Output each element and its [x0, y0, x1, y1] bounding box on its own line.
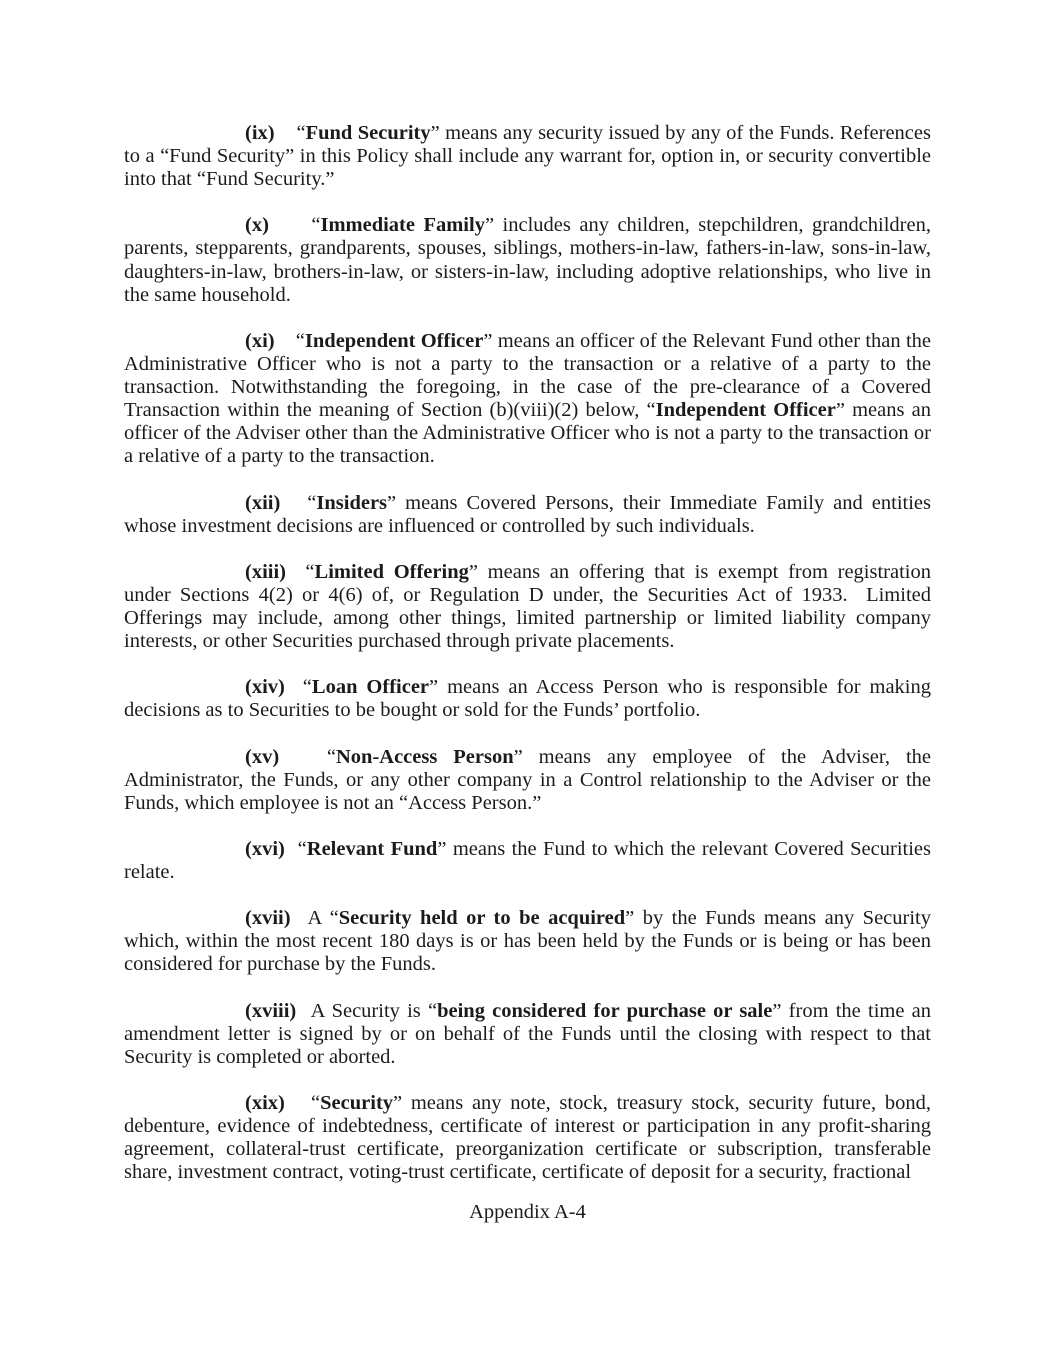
- definition-paragraph-x: [124, 214, 931, 306]
- definition-text: “: [274, 329, 305, 352]
- definition-text: “: [284, 1091, 321, 1114]
- definition-text: ” includes any children, stepchildren, grandchildren, parents, stepparents, grandparents, spouses, siblings, mothers-in-law, fathers-in-law, sons-in-law, daughters-in-law, brothers-in-law, or sisters-in-law, including adoptive relationships, who live in the same household.: [124, 214, 931, 306]
- definition-text: “: [286, 560, 315, 583]
- definition-text: “: [268, 214, 321, 237]
- definition-text: ” means any security issued by any of the Funds. References to a “Fund Security” in this Policy shall include any warrant for, option in, or security convertible into that “Fund Security.”: [124, 122, 931, 191]
- definition-text: “: [284, 676, 312, 699]
- clause-number-xii: (xii): [245, 491, 281, 514]
- definition-text: ” by the Funds means any Security which, within the most recent 180 days is or has been held by the Funds or is being or has been considered for purchase by the Funds.: [124, 907, 931, 976]
- definition-text: ” means an Access Person who is responsible for making decisions as to Securities to be bought or sold for the Funds’ portfolio.: [124, 676, 931, 722]
- definition-term-independent-officer-2: Independent Officer: [655, 399, 836, 422]
- definition-text: “: [279, 745, 336, 768]
- clause-number-x: (x): [245, 214, 269, 237]
- definition-term-insiders: Insiders: [316, 491, 388, 514]
- definition-term-security: Security: [320, 1091, 394, 1114]
- definition-paragraph-ix: [124, 122, 931, 191]
- definition-term-fund-security: Fund Security: [305, 122, 431, 144]
- definition-paragraph-xvii: [124, 907, 931, 976]
- definition-term-being-considered: being considered for purchase or sale: [437, 999, 773, 1022]
- definition-text: “: [280, 491, 317, 514]
- definition-paragraph-xviii: [124, 1000, 931, 1069]
- definition-text: ” means Covered Persons, their Immediate Family and entities whose investment decisions are influenced or controlled by such individuals.: [124, 491, 931, 537]
- definition-text: ” means any note, stock, treasury stock, security future, bond, debenture, evidence of indebtedness, certificate of interest or participation in any profit-sharing agreement, collateral-trust certificate, preorganization certificate or subscription, transferable share, investment contract, voting-trust certificate, certificate of deposit for a security, fractional: [124, 1091, 931, 1184]
- definition-paragraph-xvi: [124, 838, 931, 884]
- definition-text: A Security is “: [296, 999, 438, 1022]
- definition-text: “: [274, 122, 306, 144]
- definition-text: ” means any employee of the Adviser, the Administrator, the Funds, or any other company in a Control relationship to the Adviser or the Funds, which employee is not an “Access Person.”: [124, 745, 931, 814]
- definition-text: A “: [290, 907, 339, 930]
- clause-number-xi: (xi): [245, 329, 275, 352]
- definition-text: ” means an offering that is exempt from registration under Sections 4(2) or 4(6) of, or Regulation D under, the Securities Act of 1933. Limited Offerings may include, among other things, limited partnership or limited liability company interests, or other Securities purchased through private placements.: [124, 560, 931, 653]
- clause-number-xv: (xv): [245, 745, 280, 768]
- definition-paragraph-xiv: [124, 676, 931, 722]
- definition-term-independent-officer: Independent Officer: [304, 329, 484, 352]
- page-footer: [124, 1201, 931, 1224]
- definition-paragraph-xv: [124, 746, 931, 815]
- definition-text: ” means an officer of the Relevant Fund other than the Administrative Officer who is not a party to the transaction or a relative of a party to the transaction. Notwithstanding the foregoing, in the case of the pre-clearance of a Covered Transaction within the meaning of Section (b)(viii)(2) below, “: [124, 329, 931, 422]
- clause-number-xviii: (xviii): [245, 999, 297, 1022]
- definition-text: ” from the time an amendment letter is signed by or on behalf of the Funds until the closing with respect to that Security is completed or aborted.: [124, 999, 932, 1068]
- definition-text: “: [284, 837, 307, 860]
- definition-text: ” means the Fund to which the relevant Covered Securities relate.: [124, 837, 931, 883]
- definition-term-loan-officer: Loan Officer: [311, 676, 430, 699]
- page-footer-label: Appendix A-4: [469, 1201, 586, 1224]
- definition-term-immediate-family: Immediate Family: [320, 214, 485, 237]
- clause-number-xvi: (xvi): [245, 837, 285, 860]
- definition-paragraph-xii: [124, 492, 931, 538]
- clause-number-xiii: (xiii): [245, 560, 286, 583]
- definition-term-limited-offering: Limited Offering: [314, 560, 469, 583]
- clause-number-xiv: (xiv): [245, 676, 285, 699]
- definition-paragraph-xix: [124, 1092, 931, 1184]
- definition-term-non-access-person: Non-Access Person: [336, 745, 514, 768]
- definition-paragraph-xiii: [124, 561, 931, 653]
- clause-number-ix: (ix): [245, 122, 275, 144]
- definition-term-security-held-or-acquired: Security held or to be acquired: [338, 907, 626, 930]
- definition-text: ” means an officer of the Adviser other than the Administrative Officer who is not a party to the transaction or a relative of a party to the transaction.: [124, 399, 931, 468]
- definition-term-relevant-fund: Relevant Fund: [306, 837, 438, 860]
- clause-number-xvii: (xvii): [245, 907, 291, 930]
- definition-paragraph-xi: [124, 330, 931, 469]
- clause-number-xix: (xix): [245, 1091, 285, 1114]
